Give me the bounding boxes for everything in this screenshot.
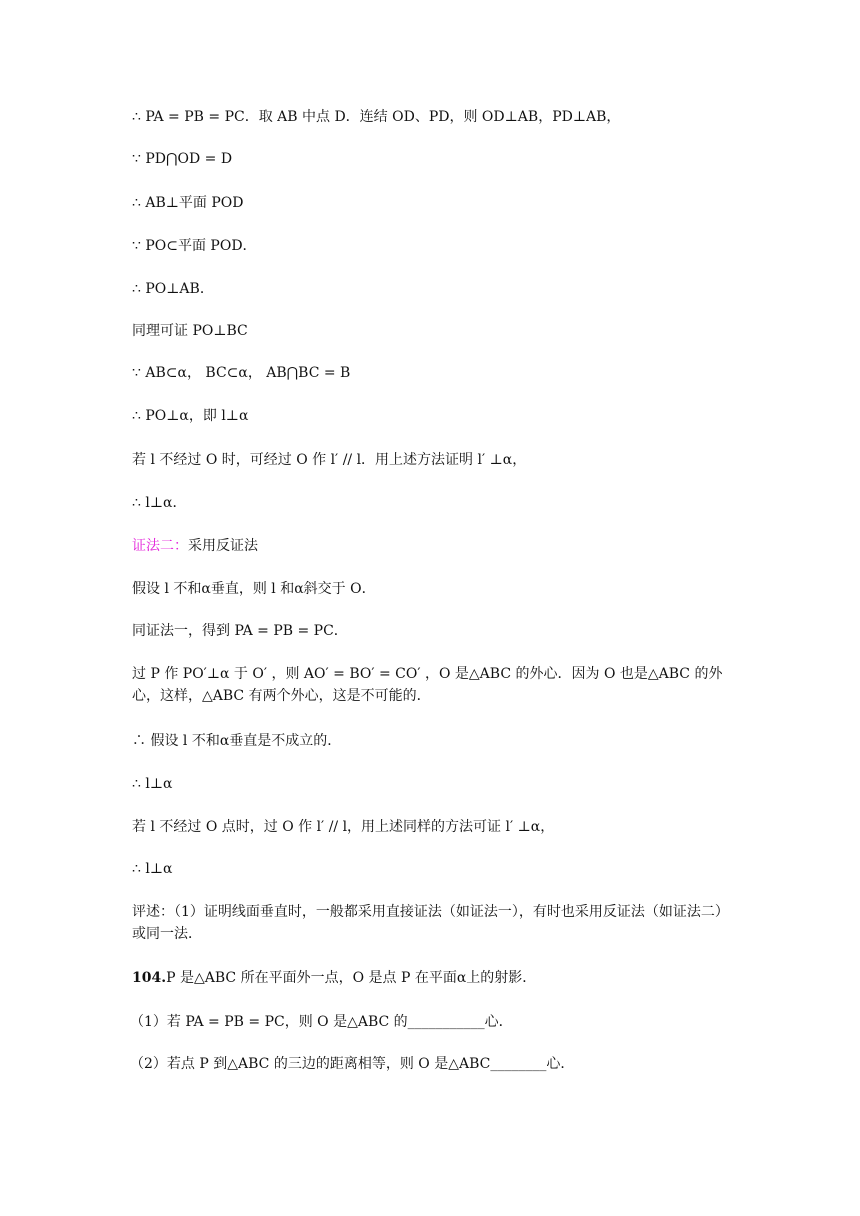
proof-line-6: 同理可证 PO⊥BC xyxy=(132,323,248,339)
proof-line-5: ∴ PO⊥AB． xyxy=(132,281,214,297)
proof-line-12: 同证法一，得到 PA = PB = PC． xyxy=(132,623,348,639)
proof-paragraph-13: 过 P 作 PO′⊥α 于 O′ ，则 AO′ = BO′ = CO′ ，O 是△ABC 的外心．因为 O 也是△ABC 的外心，这样，△ABC 有两个外心，这是不可能的． xyxy=(132,666,723,704)
proof-line-15: ∴ l⊥α xyxy=(132,776,173,792)
problem-text: P 是△ABC 所在平面外一点，O 是点 P 在平面α上的射影． xyxy=(166,970,537,986)
problem-number: 104. xyxy=(132,970,167,986)
proof-line-10: ∴ l⊥α． xyxy=(132,495,187,511)
proof-line-16: 若 l 不经过 O 点时，过 O 作 l′ // l，用上述同样的方法可证 l′ ⊥α， xyxy=(132,819,555,835)
proof-line-1: ∴ PA = PB = PC．取 AB 中点 D．连结 OD、PD，则 OD⊥AB，PD⊥AB， xyxy=(132,109,621,125)
problem-104-part-2: （2）若点 P 到△ABC 的三边的距离相等，则 O 是△ABC________心． xyxy=(130,1056,575,1072)
method-two-heading xyxy=(132,536,752,556)
proof-line-4: ∵ PO⊂平面 POD． xyxy=(132,238,257,254)
method-two-label: 证法二： xyxy=(132,538,188,554)
proof-line-3: ∴ AB⊥平面 POD xyxy=(132,195,244,211)
proof-line-9: 若 l 不经过 O 时，可经过 O 作 l′ // l．用上述方法证明 l′ ⊥α， xyxy=(132,452,527,468)
proof-line-17: ∴ l⊥α xyxy=(132,861,173,877)
problem-104-part-1: （1）若 PA = PB = PC，则 O 是△ABC 的___________心． xyxy=(130,1014,513,1030)
proof-line-11: 假设 l 不和α垂直，则 l 和α斜交于 O． xyxy=(132,581,376,597)
proof-line-7: ∵ AB⊂α， BC⊂α， AB⋂BC = B xyxy=(132,365,351,381)
commentary-paragraph: 评述：（1）证明线面垂直时，一般都采用直接证法（如证法一），有时也采用反证法（如证法二）或同一法． xyxy=(132,904,729,942)
proof-line-14: ∴ 假设 l 不和α垂直是不成立的． xyxy=(132,733,342,749)
method-two-text: 采用反证法 xyxy=(188,538,258,554)
proof-line-2: ∵ PD⋂OD = D xyxy=(132,151,233,167)
proof-line-8: ∴ PO⊥α，即 l⊥α xyxy=(132,408,249,424)
problem-104-statement xyxy=(132,968,752,988)
